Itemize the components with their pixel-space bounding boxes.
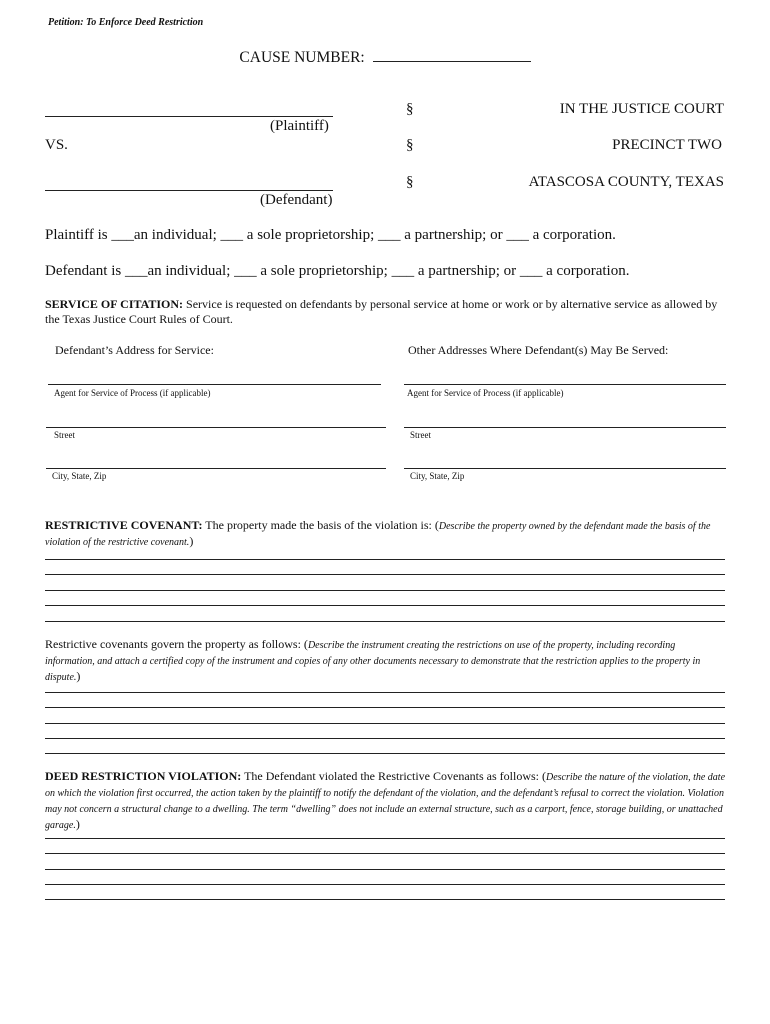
street-field-alt[interactable] <box>404 427 726 428</box>
agent-label: Agent for Service of Process (if applicable) <box>54 388 211 398</box>
city-state-zip-label-alt: City, State, Zip <box>410 471 465 481</box>
county: ATASCOSA COUNTY, TEXAS <box>528 174 724 190</box>
street-field[interactable] <box>46 427 386 428</box>
governs-close: ) <box>76 669 81 683</box>
court-name: IN THE JUSTICE COURT <box>559 101 724 117</box>
city-state-zip-field[interactable] <box>46 468 386 469</box>
agent-label-alt: Agent for Service of Process (if applicable) <box>407 388 564 398</box>
other-address-heading: Other Addresses Where Defendant(s) May Be Served: <box>408 343 669 357</box>
governs-instruction: Describe the instrument creating the restrictions on use of the property, including recording information, and attach a certified copy of the instrument and copies of any other documents necessary to demonstrate that the restriction applies to the property in dispute. <box>45 640 701 683</box>
section-symbol: § <box>406 137 414 153</box>
cause-number <box>0 49 770 67</box>
governs-text: Restrictive covenants govern the property as follows: ( <box>45 637 308 651</box>
deed-restriction-violation <box>45 769 727 833</box>
plaintiff-label: (Plaintiff) <box>270 118 329 134</box>
violation-instruction: Describe the nature of the violation, the date on which the violation first occurred, the action taken by the plaintiff to notify the defendant of the violation, and the defendant’s refusal to correct the violation. Violation may not concern a structural change to a dwelling. The term “dwelling” does not include an external structure, such as a carport, fence, storage building, or unattached garage. <box>45 772 726 831</box>
covenant-text: The property made the basis of the violation is: ( <box>205 518 439 532</box>
agent-field-alt[interactable] <box>404 384 726 385</box>
cause-number-field[interactable] <box>373 49 531 62</box>
violation-close: ) <box>75 817 80 831</box>
defendant-entity-line: Defendant is ___an individual; ___ a sole proprietorship; ___ a partnership; or ___ a corporation. <box>45 263 630 279</box>
vs-label: VS. <box>45 137 68 153</box>
covenant-close: ) <box>189 534 194 548</box>
service-text: Service is requested on defendants by personal service at home or work or by alternative service as allowed by the Texas Justice Court Rules of Court. <box>45 297 718 326</box>
plaintiff-entity-line: Plaintiff is ___an individual; ___ a sole proprietorship; ___ a partnership; or ___ a corporation. <box>45 227 616 243</box>
section-symbol: § <box>406 174 414 190</box>
restrictive-covenant <box>45 518 727 550</box>
cause-number-label: CAUSE NUMBER: <box>239 49 365 66</box>
defendant-name-field[interactable] <box>45 190 333 191</box>
covenant-instruction: Describe the property owned by the defendant made the basis of the violation of the restrictive covenant. <box>45 521 711 548</box>
defendant-label: (Defendant) <box>260 192 333 208</box>
covenant-heading: RESTRICTIVE COVENANT: <box>45 518 203 532</box>
service-of-citation <box>45 297 727 327</box>
precinct: PRECINCT TWO <box>612 137 722 153</box>
plaintiff-name-field[interactable] <box>45 116 333 117</box>
violation-text: The Defendant violated the Restrictive Covenants as follows: ( <box>244 769 546 783</box>
section-symbol: § <box>406 101 414 117</box>
city-state-zip-label: City, State, Zip <box>52 471 107 481</box>
form-title: Petition: To Enforce Deed Restriction <box>48 17 204 28</box>
violation-heading: DEED RESTRICTION VIOLATION: <box>45 769 242 783</box>
service-heading: SERVICE OF CITATION: <box>45 297 184 311</box>
street-label-alt: Street <box>410 430 431 440</box>
covenants-govern <box>45 637 727 685</box>
agent-field[interactable] <box>48 384 381 385</box>
street-label: Street <box>54 430 75 440</box>
defendant-address-heading: Defendant’s Address for Service: <box>55 343 214 357</box>
city-state-zip-field-alt[interactable] <box>404 468 726 469</box>
